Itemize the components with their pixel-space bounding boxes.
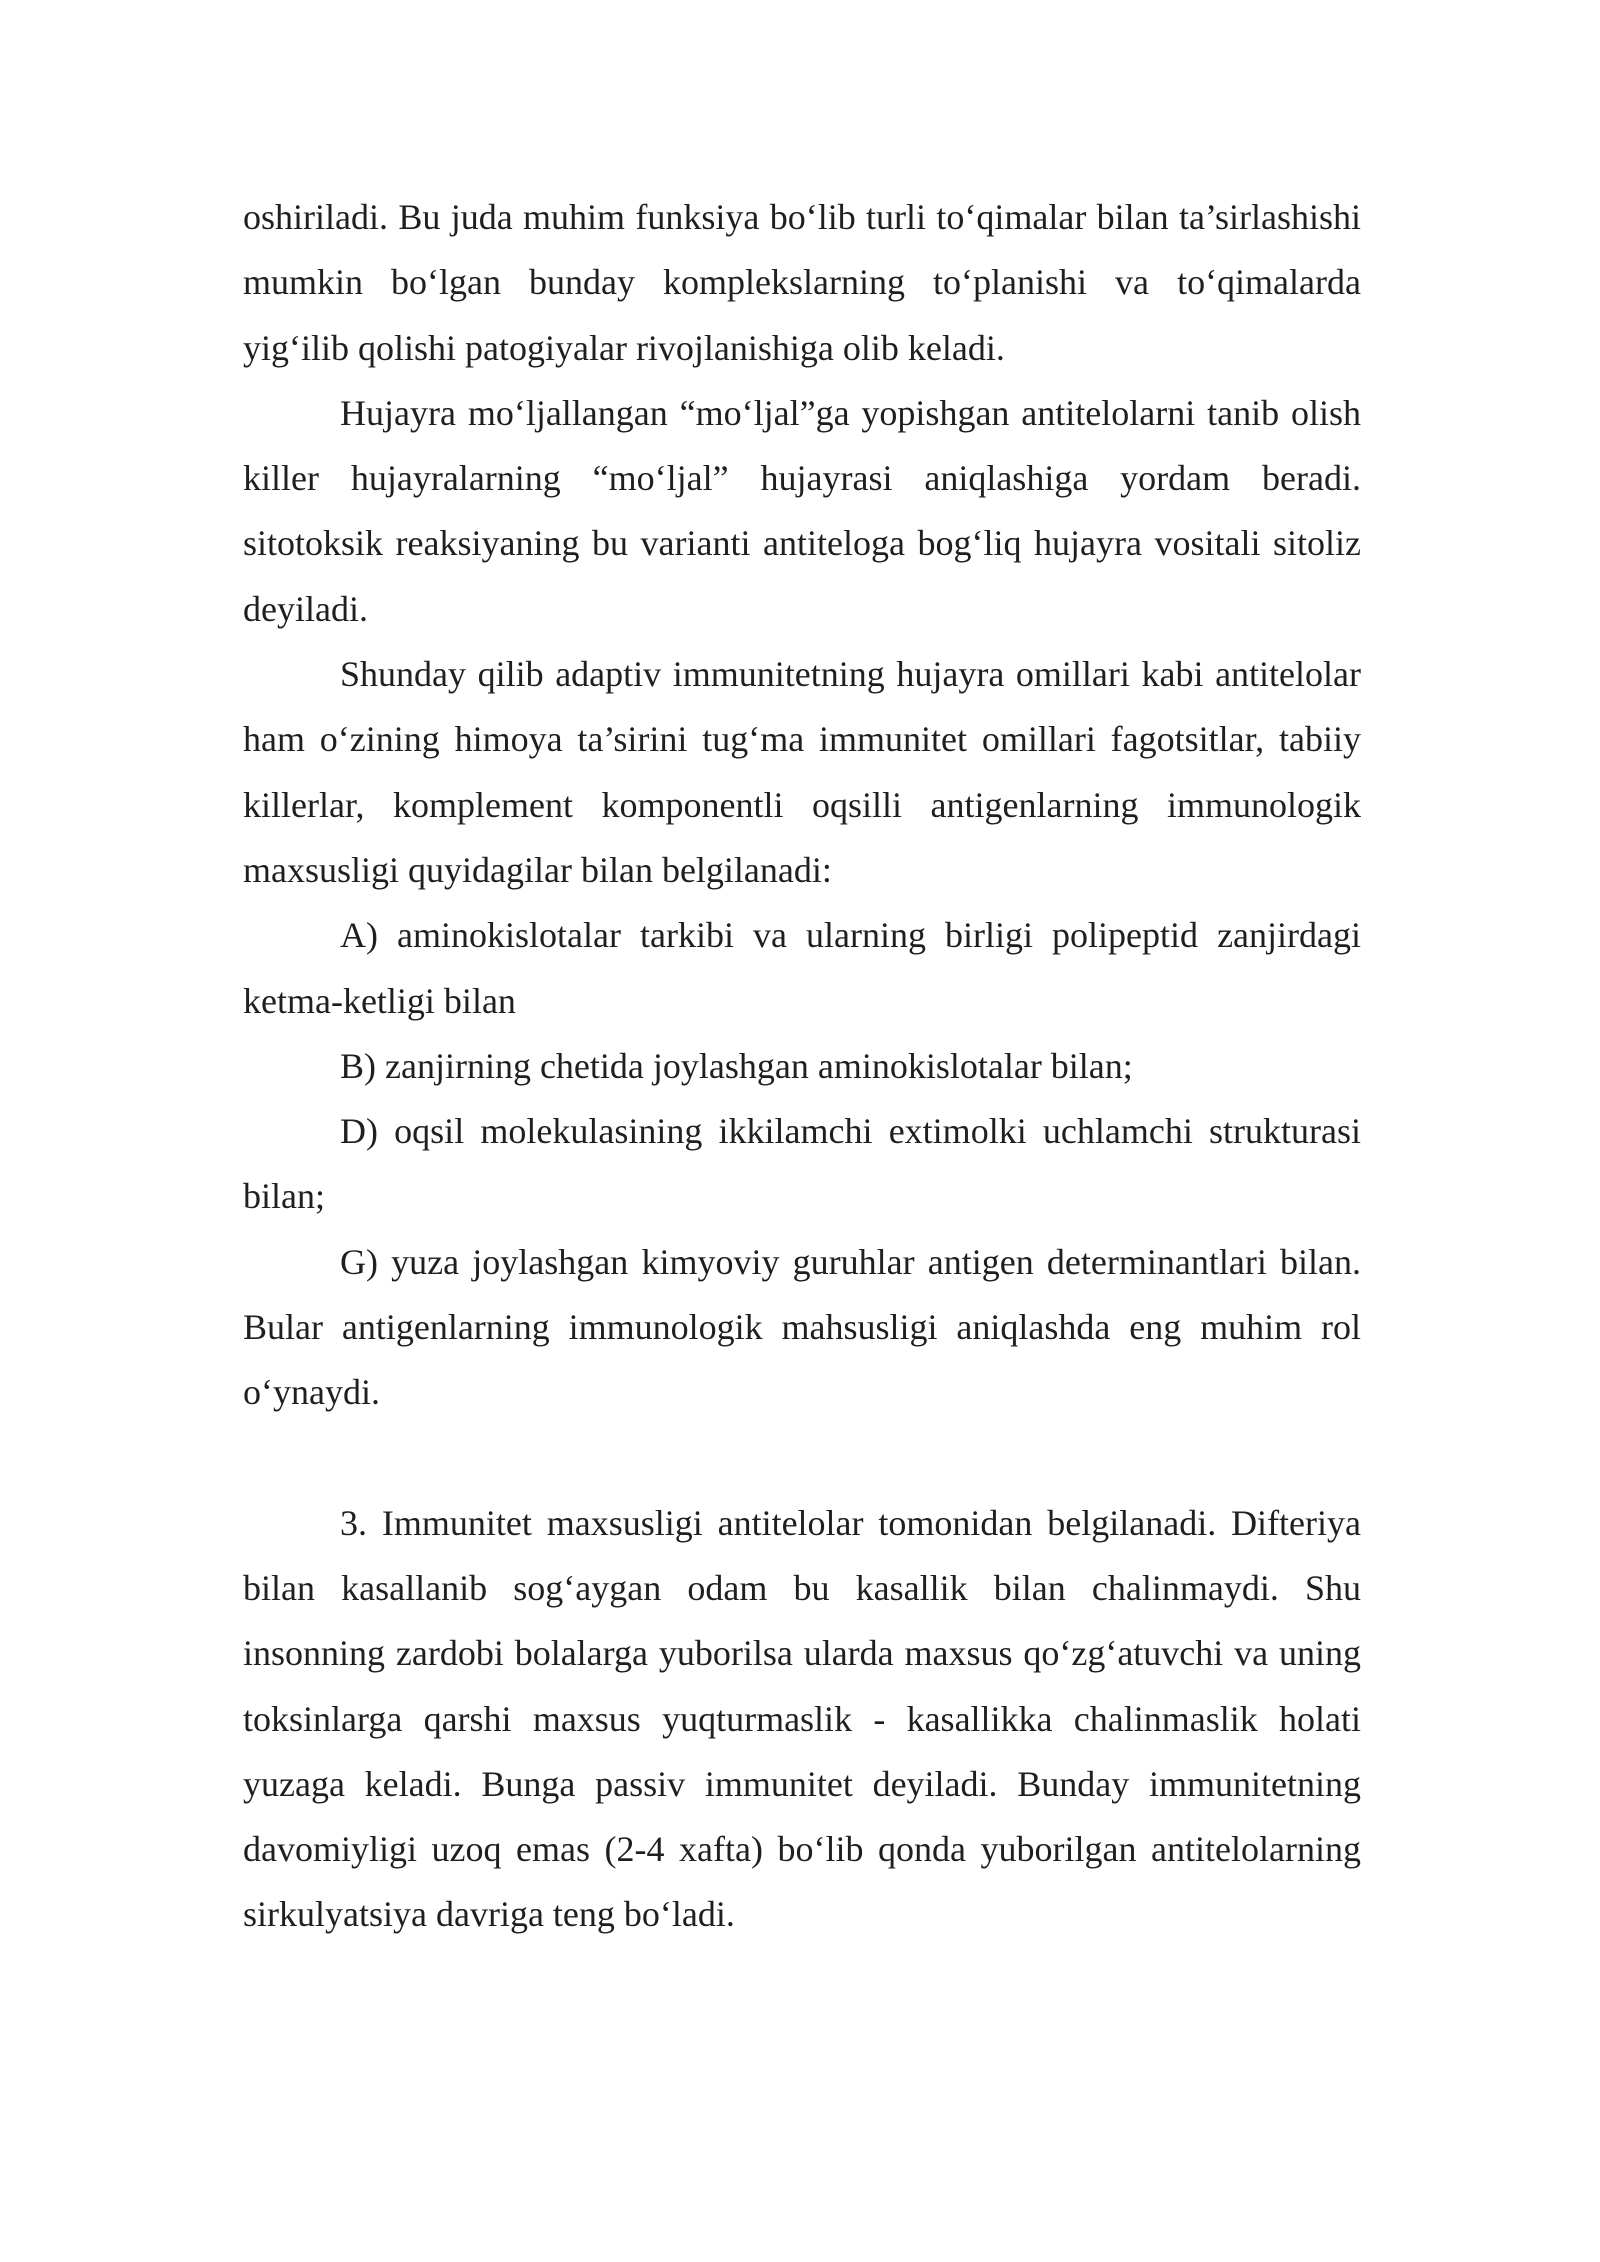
paragraph-continuation: oshiriladi. Bu juda muhim funksiya bo‘lib turli to‘qimalar bilan ta’sirlashishi mumkin bo‘lgan bunday komplekslarning to‘planishi va to‘qimalarda yig‘ilib qolishi patogiyalar rivojlanishiga olib keladi. bbox=[243, 197, 1361, 368]
paragraph-section-3: 3. Immunitet maxsusligi antitelolar tomonidan belgilanadi. Difteriya bilan kasallanib sog‘aygan odam bu kasallik bilan chalinmaydi. Shu insonning zardobi bolalarga yuborilsa ularda maxsus qo‘zg‘atuvchi va uning toksinlarga qarshi maxsus yuqturmaslik - kasallikka chalinmaslik holati yuzaga keladi. Bunga passiv immunitet deyiladi. Bunday immunitetning davomiyligi uzoq emas (2-4 xafta) bo‘lib qonda yuborilgan antitelolarning sirkulyatsiya davriga teng bo‘ladi. bbox=[243, 1502, 1361, 1935]
list-item-g: G) yuza joylashgan kimyoviy guruhlar antigen determinantlari bilan. Bular antigenlarning immunologik mahsusligi aniqlashda eng muhim rol o‘ynaydi. bbox=[243, 1241, 1361, 1413]
list-item-b: B) zanjirning chetida joylashgan aminokislotalar bilan; bbox=[340, 1045, 1133, 1086]
list-item-d: D) oqsil molekulasining ikkilamchi extimolki uchlamchi strukturasi bilan; bbox=[243, 1111, 1361, 1217]
paragraph-killer-cells: Hujayra mo‘ljallangan “mo‘ljal”ga yopishgan antitelolarni tanib olish killer hujayralarning “mo‘ljal” hujayrasi aniqlashiga yordam beradi. sitotoksik reaksiyaning bu varianti antiteloga bog‘liq hujayra vositali sitoliz deyiladi. bbox=[243, 392, 1361, 629]
list-item-a: A) aminokislotalar tarkibi va ularning birligi polipeptid zanjirdagi ketma-ketligi bilan bbox=[243, 915, 1361, 1021]
paragraph-adaptive-immunity: Shunday qilib adaptiv immunitetning hujayra omillari kabi antitelolar ham o‘zining himoya ta’sirini tug‘ma immunitet omillari fagotsitlar, tabiiy killerlar, komplement komponentli oqsilli antigenlarning immunologik maxsusligi quyidagilar bilan belgilanadi: bbox=[243, 654, 1361, 890]
document-page bbox=[243, 185, 1361, 1948]
